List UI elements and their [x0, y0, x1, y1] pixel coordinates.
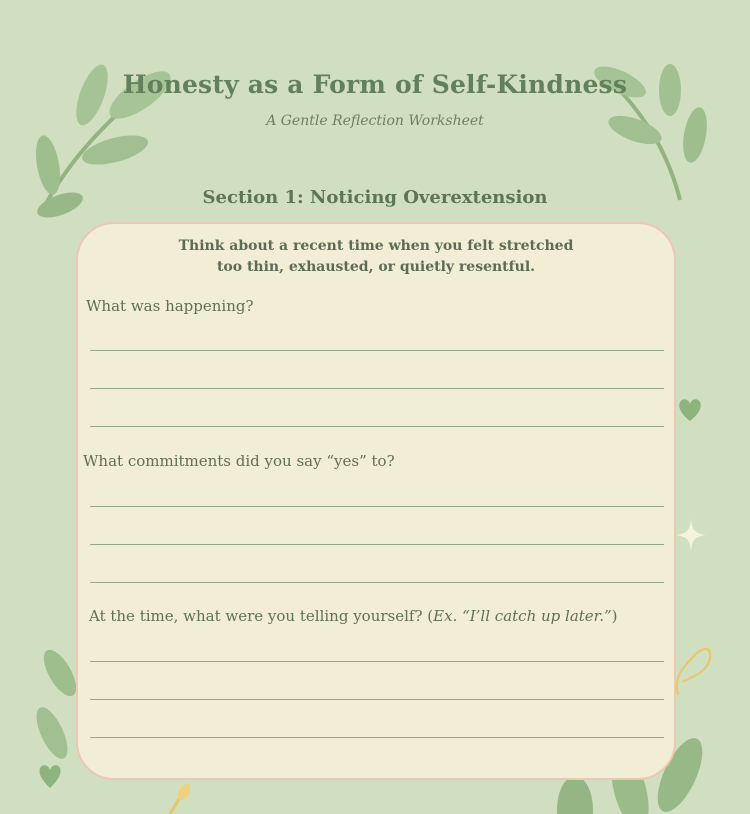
intro-line: Think about a recent time when you felt stretched [178, 238, 574, 254]
page-subtitle: A Gentle Reflection Worksheet [266, 113, 484, 129]
worksheet-card [76, 222, 676, 780]
answer-line[interactable] [90, 699, 664, 700]
question-label: What commitments did you say “yes” to? [83, 452, 395, 470]
answer-line[interactable] [90, 544, 664, 545]
question-label: What was happening? [86, 297, 254, 315]
answer-line[interactable] [90, 661, 664, 662]
answer-line[interactable] [90, 350, 664, 351]
section-heading: Section 1: Noticing Overextension [202, 187, 548, 208]
question-label [89, 607, 618, 625]
answer-line[interactable] [90, 426, 664, 427]
answer-line[interactable] [90, 737, 664, 738]
gold-heart-outline-icon [672, 640, 716, 698]
heart-icon [676, 395, 704, 423]
question-text: At the time, what were you telling yourself? ( [89, 607, 434, 625]
page-title: Honesty as a Form of Self-Kindness [122, 70, 628, 99]
question-suffix: ) [611, 607, 618, 625]
leaf-sprig-icon [160, 778, 200, 814]
question-example: Ex. “I’ll catch up later.” [433, 607, 612, 625]
answer-line[interactable] [90, 388, 664, 389]
sparkle-icon [676, 518, 706, 552]
answer-line[interactable] [90, 506, 664, 507]
intro-line: too thin, exhausted, or quietly resentful. [216, 259, 536, 275]
answer-line[interactable] [90, 582, 664, 583]
section-intro [78, 236, 674, 278]
